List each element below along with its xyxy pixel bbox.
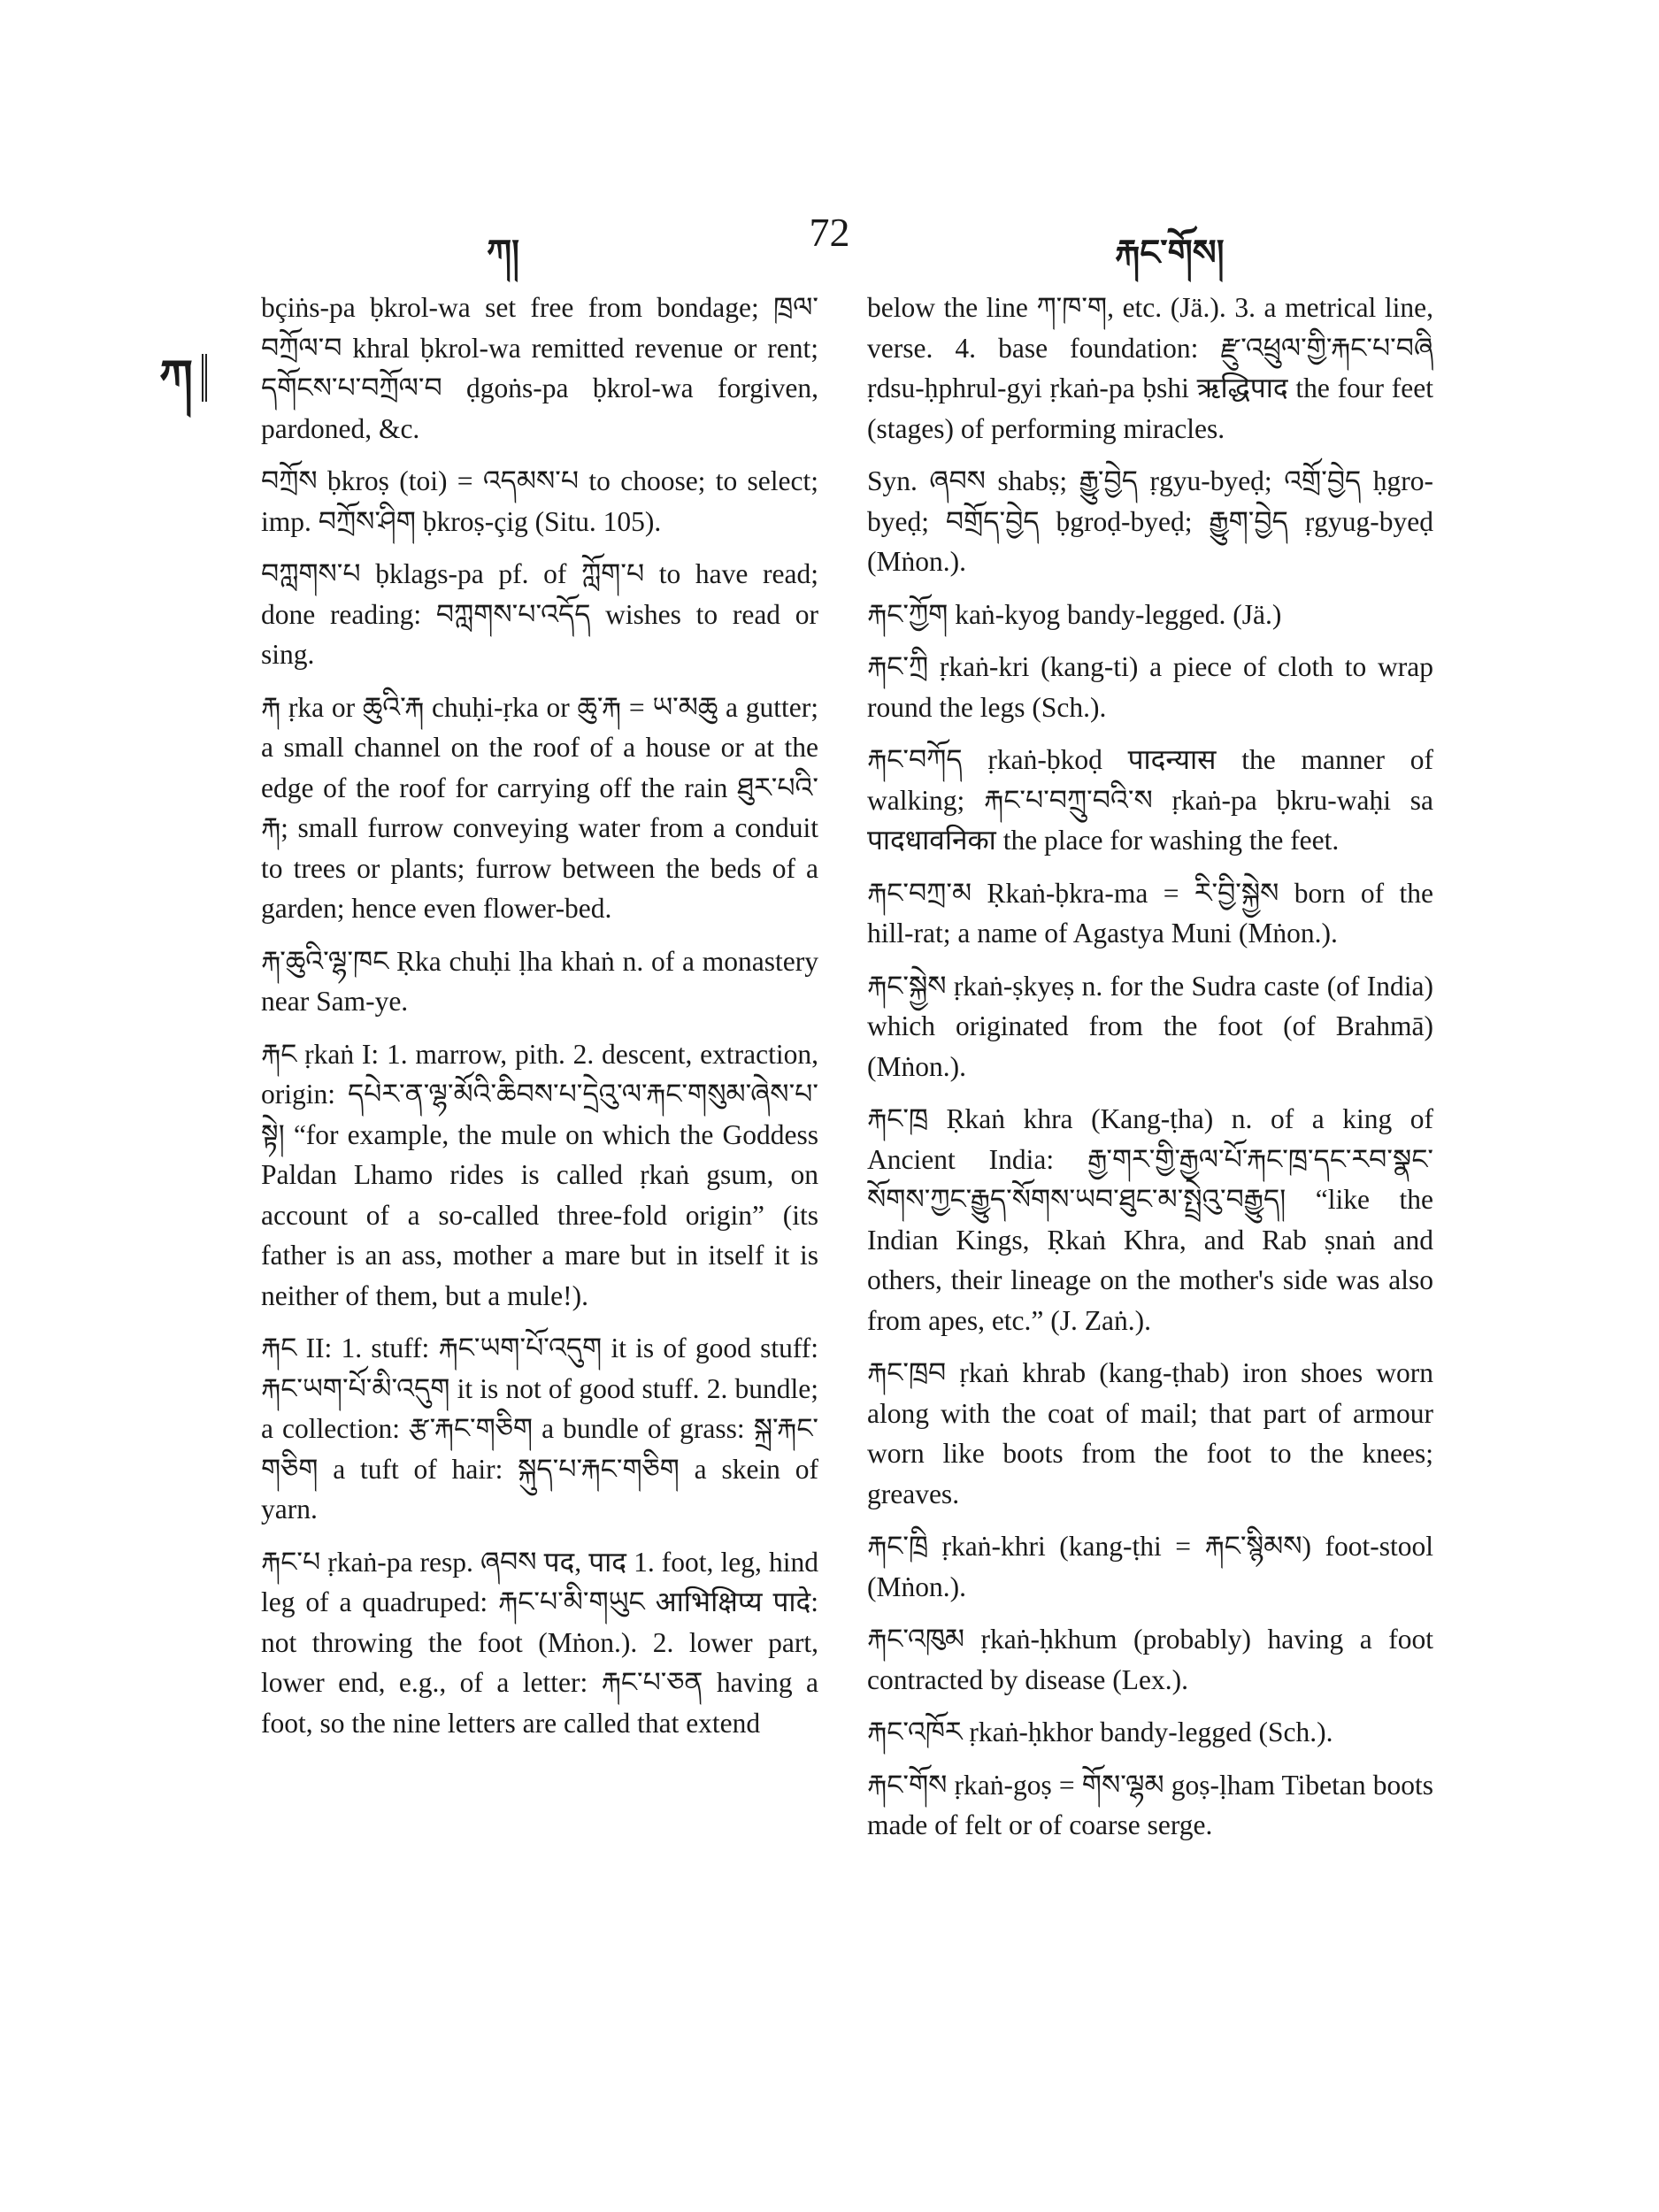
entry-text: རྐང་ཁྲི ṛkaṅ-khri (kang-ṭhi = རྐང་སྙིམས) foot-stool (Mṅon.).: [867, 1531, 1433, 1602]
dictionary-entry: [867, 966, 1433, 1087]
entry-text: རྐང ṛkaṅ I: 1. marrow, pith. 2. descent, extraction, origin: དཔེར་ན་ལྷ་མོའི་ཆིབས་པ་དྲེའུ་ལ་རྐང་གསུམ་ཞེས་པ་སྟེ། “for example, the mule on which the Goddess Paldan Lhamo rides is called ṛkaṅ gsum, on account of a so-called three-fold origin” (its father is an ass, mother a mare but in itself it is neither of them, but a mule!).: [261, 1038, 818, 1311]
entry-text: རྐང་བཀྲ་མ Ṛkaṅ-ḅkra-ma = རི་བྱི་སྐྱེས born of the hill-rat; a name of Agastya Muni (Mṅon.).: [867, 877, 1433, 949]
right-column: [867, 288, 1433, 1858]
entry-text: བཀླགས་པ ḅklags-pa pf. of ཀློག་པ to have read; done reading: བཀླགས་པ་འདོད wishes to read or sing.: [261, 558, 818, 670]
section-margin-mark: ཀ: [159, 354, 207, 402]
entry-text: རྐ ṛka or ཆུའི་རྐ chuḥi-ṛka or ཆུ་རྐ = ཡ་མཆུ a gutter; a small channel on the roof of a house or at the edge of the roof for carrying off the rain ཐུར་པའི་རྐ; small furrow conveying water from a conduit to trees or plants; furrow between the beds of a garden; hence even flower-bed.: [261, 691, 818, 924]
dictionary-entry: [261, 461, 818, 541]
dictionary-entry: [867, 647, 1433, 727]
entry-text: བཀྲོས ḅkroṣ (toi) = འདམས་པ to choose; to select; imp. བཀྲོས་ཤིག ḅkroṣ-çig (Situ. 105).: [261, 465, 818, 537]
page-number: 72: [809, 210, 850, 255]
entry-text: རྐང་ཁྲ Ṛkaṅ khra (Kang-ṭha) n. of a king of Ancient India: རྒྱ་གར་གྱི་རྒྱལ་པོ་རྐང་ཁྲ་དང་རབ་སྣང་སོགས་ཀྱང་རྒྱུད་སོགས་ཡབ་ཐུང་མ་སྤྲེའུ་བརྒྱུད། “like the Indian Kings, Ṛkaṅ Khra, and Rab ṣnaṅ and others, their lineage on the mother's side was also from apes, etc.” (J. Zaṅ.).: [867, 1103, 1433, 1336]
right-running-head: རྐང་གོས།: [1115, 233, 1225, 273]
page-header: [0, 210, 1659, 273]
entry-text: རྐང་ཁྲབ ṛkaṅ khrab (kang-ṭhab) iron shoes worn along with the coat of mail; that part of armour worn like boots from the foot to the knees; greaves.: [867, 1357, 1433, 1509]
entry-text: རྐང་འཁུམ ṛkaṅ-ḥkhum (probably) having a foot contracted by disease (Lex.).: [867, 1624, 1433, 1695]
dictionary-entry: [867, 740, 1433, 861]
dictionary-entry: [261, 1542, 818, 1744]
dictionary-entry: [867, 873, 1433, 954]
dictionary-entry: [261, 1328, 818, 1530]
dictionary-entry: [261, 687, 818, 929]
dictionary-entry: [867, 1353, 1433, 1514]
entry-text: bçiṅs-pa ḅkrol-wa set free from bondage; ཁྲལ་བཀྲོལ་བ khral ḅkrol-wa remitted revenue or rent; དགོངས་པ་བཀྲོལ་བ ḍgoṅs-pa ḅkrol-wa forgiven, pardoned, &c.: [261, 292, 818, 444]
entry-text: རྐང་གོས ṛkaṅ-goṣ = གོས་ལྷམ goṣ-ḷham Tibetan boots made of felt or of coarse serge.: [867, 1769, 1433, 1840]
entry-text: རྐང་བཀོད ṛkaṅ-ḅkoḍ पादन्यास the manner of walking; རྐང་པ་བཀྲུ་བའི་ས ṛkaṅ-pa ḅkru-waḥi sa पादधावनिका the place for washing the feet.: [867, 744, 1433, 856]
dictionary-entry: [261, 554, 818, 675]
entry-text: Syn. ཞབས shabṣ; རྒྱུ་བྱེད ṛgyu-byeḍ; འགྲོ་བྱེད ḥgro-byeḍ; བགྲོད་བྱེད ḅgroḍ-byeḍ; རྒྱུག་བྱེད ṛgyug-byeḍ (Mṅon.).: [867, 465, 1433, 577]
dictionary-entry: [867, 1765, 1433, 1846]
dictionary-entry: [867, 1099, 1433, 1340]
entry-text: རྐང་སྐྱེས ṛkaṅ-ṣkyeṣ n. for the Sudra caste (of India) which originated from the foot (of Brahmā) (Mṅon.).: [867, 970, 1433, 1082]
dictionary-entry: [867, 1619, 1433, 1700]
entry-text: རྐང་ཀྲི ṛkaṅ-kri (kang-ti) a piece of cloth to wrap round the legs (Sch.).: [867, 651, 1433, 723]
dictionary-entry: [867, 595, 1433, 635]
dictionary-entry: [867, 1712, 1433, 1753]
entry-text: རྐང་ཀྱོག kaṅ-kyog bandy-legged. (Jä.): [867, 598, 1282, 630]
entry-text: རྐ་ཆུའི་ལྷ་ཁང Ṛka chuḥi ḷha khaṅ n. of a monastery near Sam-ye.: [261, 945, 818, 1017]
entry-text: below the line ཀ་ཁ་ག, etc. (Jä.). 3. a metrical line, verse. 4. base foundation: རྫུ་འཕྲུལ་གྱི་རྐང་པ་བཞི ṛdsu-ḥphrul-gyi ṛkaṅ-pa ḅshi ऋद्धिपाद the four feet (stages) of performing miracles.: [867, 292, 1433, 444]
dictionary-entry: [261, 941, 818, 1022]
left-column: [261, 288, 818, 1755]
entry-text: རྐང II: 1. stuff: རྐང་ཡག་པོ་འདུག it is of good stuff: རྐང་ཡག་པོ་མི་འདུག it is not of good stuff. 2. bundle; a collection: རྩ་རྐང་གཅིག a bundle of grass: སྐྲ་རྐང་གཅིག a tuft of hair: སྐུད་པ་རྐང་གཅིག a skein of yarn.: [261, 1333, 818, 1525]
left-running-head: ཀ།: [487, 233, 520, 273]
dictionary-entry: [867, 288, 1433, 449]
dictionary-entry: [261, 1034, 818, 1317]
dictionary-entry: [867, 1526, 1433, 1607]
dictionary-entry: [261, 288, 818, 449]
entry-text: རྐང་པ ṛkaṅ-pa resp. ཞབས पद, पाद 1. foot, leg, hind leg of a quadruped: རྐང་པ་མི་གཡུང आभिक्षिप्य पादे: not throwing the foot (Mṅon.). 2. lower part, lower end, e.g., of a letter: རྐང་པ་ཅན having a foot, so the nine letters are called that extend: [261, 1546, 818, 1739]
entry-text: རྐང་འཁོར ṛkaṅ-ḥkhor bandy-legged (Sch.).: [867, 1717, 1333, 1747]
dictionary-entry: [867, 461, 1433, 582]
